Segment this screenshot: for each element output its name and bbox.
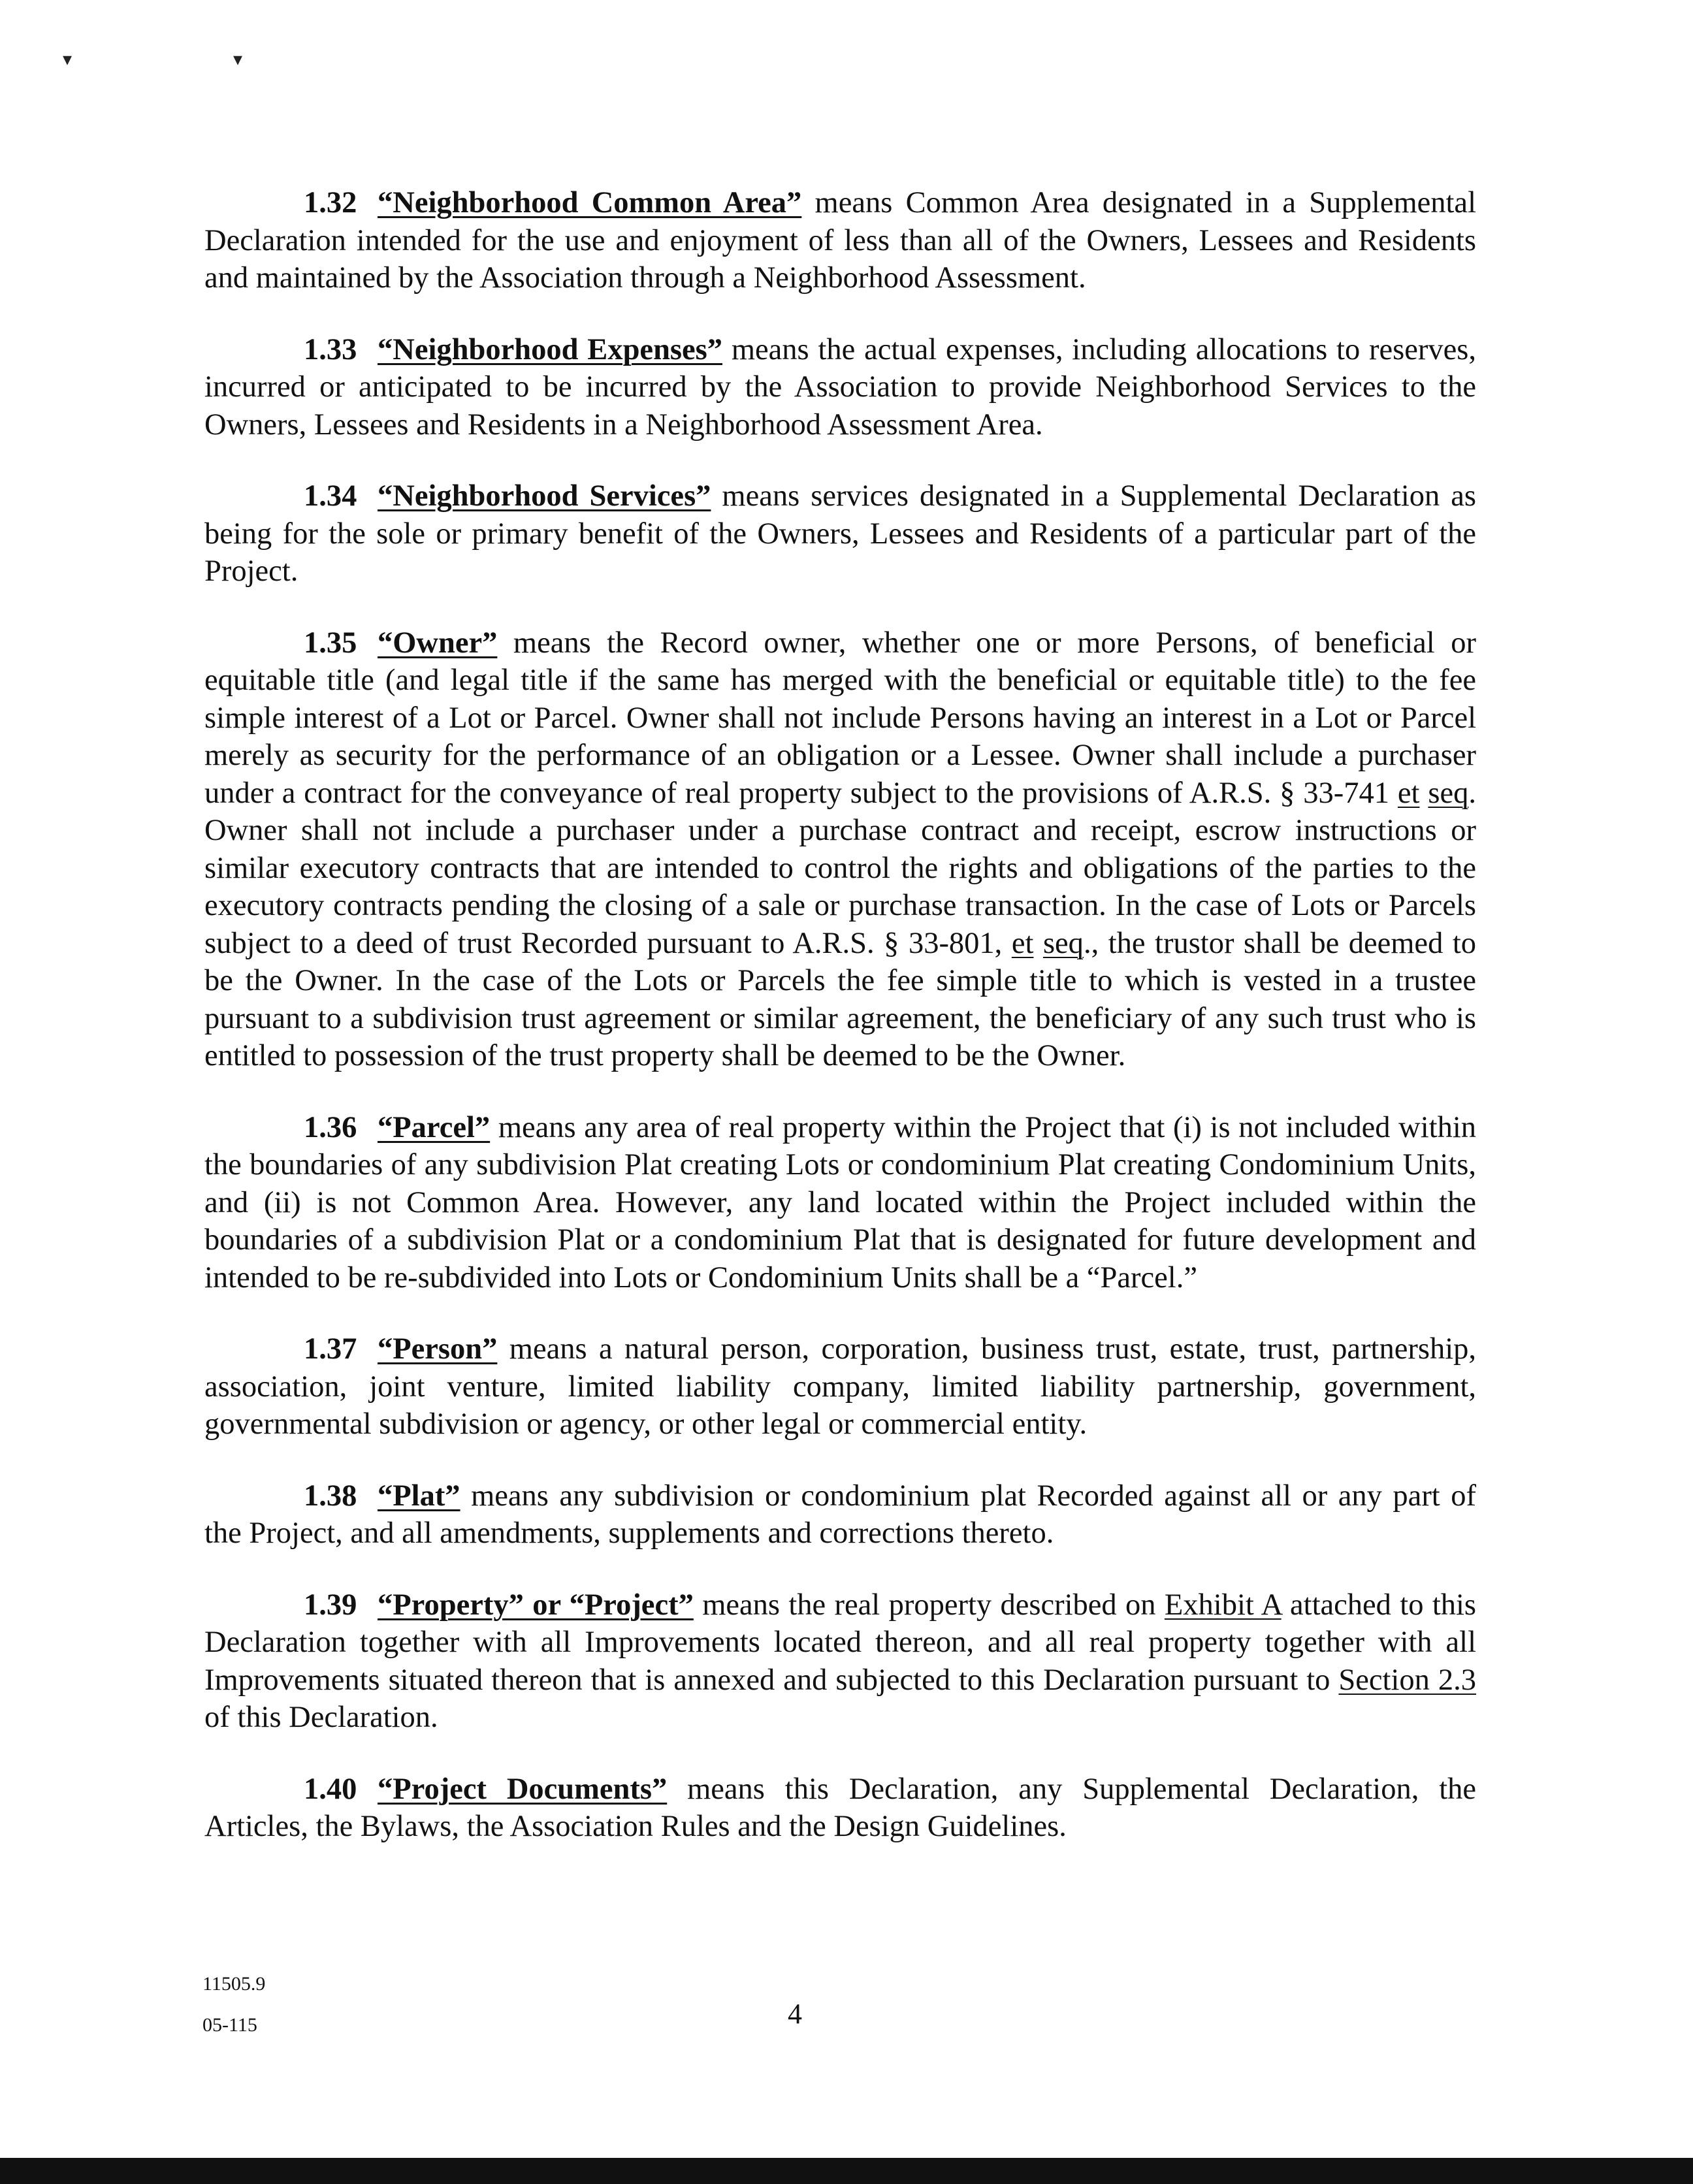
definition-text: means Common Area designated in a Supplemental Declaration intended for the use and enjoyment of less than all of the Owners, Lessees and Residents and maintained by the Association through a Neighborhood Assessment.	[204, 186, 1476, 295]
section-number: 1.32	[304, 186, 357, 219]
section-number: 1.33	[304, 332, 357, 366]
definition-text: means the real property described on	[693, 1588, 1165, 1622]
footer-doc-code: 05-115	[202, 2014, 257, 2036]
latin-et: et	[1397, 776, 1420, 810]
section-number: 1.40	[304, 1772, 357, 1806]
definition-1-40	[204, 1771, 1476, 1846]
definition-text: ., the trustor shall be deemed to be the Owner. In the case of the Lots or Parcels the fee simple title to which is vested in a trustee pursuant to a subdivision trust agreement or similar agreement, the beneficiary of any such trust who is entitled to possession of the trust property shall be deemed to be the Owner.	[204, 926, 1477, 1072]
definition-1-33	[204, 331, 1476, 444]
defined-term: “Person”	[378, 1332, 498, 1366]
definition-text: means any subdivision or condominium plat Recorded against all or any part of the Project, and all amendments, supplements and corrections thereto.	[204, 1479, 1476, 1550]
latin-seq: seq	[1428, 776, 1469, 810]
defined-term: “Plat”	[378, 1479, 460, 1513]
defined-term: “Property” or “Project”	[378, 1588, 694, 1622]
section-number: 1.38	[304, 1479, 357, 1513]
section-number: 1.35	[304, 626, 357, 660]
definition-text: attached to this Declaration together with all Improvements located thereon, and all real property together with all Improvements situated thereon that is annexed and subjected to this Declaration pursuant to	[204, 1588, 1476, 1697]
defined-term: “Neighborhood Common Area”	[378, 186, 802, 219]
latin-et: et	[1011, 926, 1034, 960]
section-number: 1.37	[304, 1332, 357, 1366]
definitions-body	[204, 184, 1476, 1880]
section-number: 1.39	[304, 1588, 357, 1622]
definition-text: means this Declaration, any Supplemental Declaration, the Articles, the Bylaws, the Association Rules and the Design Guidelines.	[204, 1772, 1476, 1843]
scan-edge-bar	[0, 2158, 1693, 2184]
definition-1-37	[204, 1330, 1476, 1443]
scan-specks: ▾ ▾	[63, 50, 321, 70]
defined-term: “Project Documents”	[378, 1772, 668, 1806]
latin-seq: seq	[1042, 926, 1084, 960]
defined-term: “Neighborhood Expenses”	[378, 332, 723, 366]
definition-text: means services designated in a Supplemental Declaration as being for the sole or primary benefit of the Owners, Lessees and Residents of a particular part of the Project.	[204, 479, 1476, 588]
section-number: 1.34	[304, 479, 357, 513]
definition-1-32	[204, 184, 1476, 297]
definition-text: means any area of real property within the Project that (i) is not included within the boundaries of any subdivision Plat creating Lots or condominium Plat creating Condominium Units, and (ii) is not Common Area. However, any land located within the Project included within the boundaries of a subdivision Plat or a condominium Plat that is designated for future development and intended to be re-subdivided into Lots or Condominium Units shall be a “Parcel.”	[204, 1110, 1476, 1294]
definition-1-35	[204, 624, 1476, 1075]
definition-text: means the Record owner, whether one or more Persons, of beneficial or equitable title (and legal title if the same has merged with the beneficial or equitable title) to the fee simple interest of a Lot or Parcel. Owner shall not include Persons having an interest in a Lot or Parcel merely as security for the performance of an obligation or a Lessee. Owner shall include a purchaser under a contract for the conveyance of real property subject to the provisions of A.R.S. § 33-741	[204, 626, 1476, 810]
defined-term: “Owner”	[378, 626, 498, 660]
definition-1-39	[204, 1586, 1476, 1737]
definition-1-34	[204, 477, 1476, 590]
footer-doc-id: 11505.9	[202, 1973, 266, 1995]
defined-term: “Neighborhood Services”	[378, 479, 711, 513]
definition-text: means a natural person, corporation, business trust, estate, trust, partnership, association, joint venture, limited liability company, limited liability partnership, government, governmental subdivision or agency, or other legal or commercial entity.	[204, 1332, 1476, 1441]
page-number: 4	[788, 1998, 802, 2030]
defined-term: “Parcel”	[378, 1110, 491, 1144]
definition-1-36	[204, 1109, 1476, 1297]
definition-1-38	[204, 1477, 1476, 1552]
section-number: 1.36	[304, 1110, 357, 1144]
exhibit-reference: Exhibit A	[1164, 1588, 1282, 1622]
definition-text: . Owner shall not include a purchaser under a purchase contract and receipt, escrow instructions or similar executory contracts that are intended to control the rights and obligations of the parties to the executory contracts pending the closing of a sale or purchase transaction. In the case of Lots or Parcels subject to a deed of trust Recorded pursuant to A.R.S. § 33-801,	[204, 776, 1476, 960]
definition-text: means the actual expenses, including allocations to reserves, incurred or anticipated to be incurred by the Association to provide Neighborhood Services to the Owners, Lessees and Residents in a Neighborhood Assessment Area.	[204, 332, 1476, 442]
section-reference: Section 2.3	[1338, 1663, 1476, 1697]
definition-text: of this Declaration.	[204, 1701, 438, 1734]
